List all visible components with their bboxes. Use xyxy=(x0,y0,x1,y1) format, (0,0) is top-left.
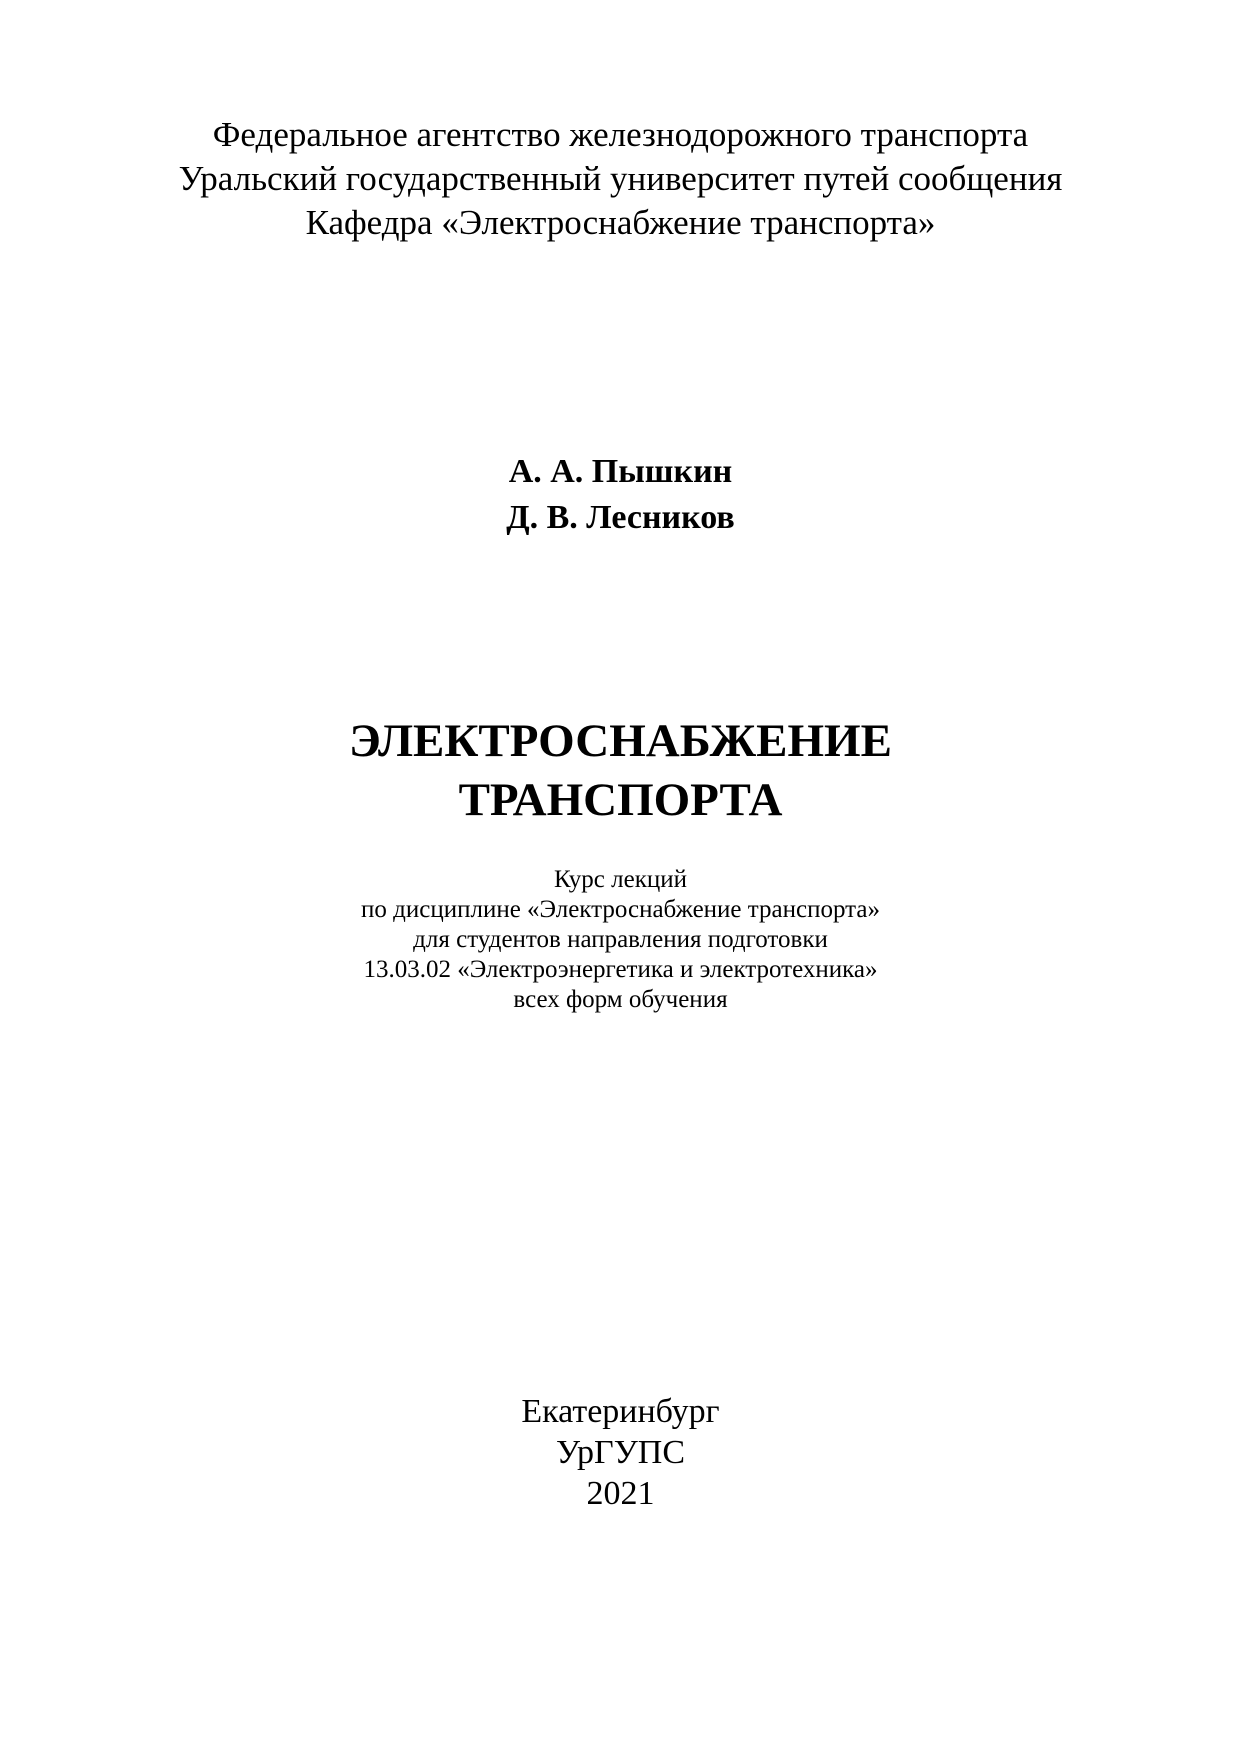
author-name: Д. В. Лесников xyxy=(506,499,735,536)
university-line: Уральский государственный университет путей сообщения xyxy=(178,159,1063,198)
imprint-city: Екатеринбург xyxy=(521,1393,720,1430)
agency-line: Федеральное агентство железнодорожного транспорта xyxy=(212,115,1029,154)
title-line: ЭЛЕКТРОСНАБЖЕНИЕ xyxy=(349,715,892,767)
imprint-year: 2021 xyxy=(586,1475,655,1512)
document-title xyxy=(0,712,1241,830)
authors xyxy=(0,449,1241,541)
description-line: 13.03.02 «Электроэнергетика и электротехника» xyxy=(363,956,878,983)
institution-header xyxy=(0,113,1241,245)
imprint xyxy=(0,1391,1241,1514)
description-line: всех форм обучения xyxy=(513,986,728,1013)
description-line: Курс лекций xyxy=(554,866,687,893)
document-description xyxy=(0,865,1241,1015)
author-name: А. А. Пышкин xyxy=(508,453,733,490)
title-line: ТРАНСПОРТА xyxy=(458,774,783,826)
imprint-publisher: УрГУПС xyxy=(555,1434,686,1471)
description-line: для студентов направления подготовки xyxy=(413,926,828,953)
department-line: Кафедра «Электроснабжение транспорта» xyxy=(305,203,936,242)
description-line: по дисциплине «Электроснабжение транспорта» xyxy=(361,896,880,923)
